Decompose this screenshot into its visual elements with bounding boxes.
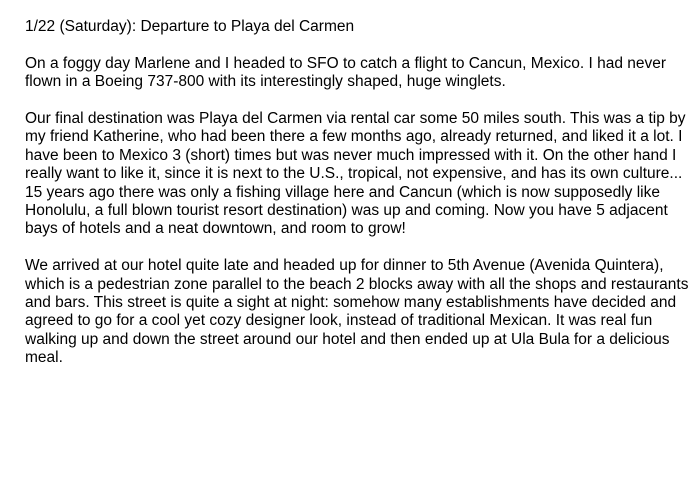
paragraph-arrival: We arrived at our hotel quite late and headed up for dinner to 5th Avenue (Avenida Quintera), which is a pedestrian zone parallel to the beach 2 blocks away with all the shops and restaurants and bars. This street is quite a sight at night: somehow many establishments have decided and agreed to go for a cool yet cozy designer look, instead of traditional Mexican. It was real fun walking up and down the street around our hotel and then ended up at Ula Bula for a delicious meal.: [25, 257, 689, 367]
paragraph-destination: Our final destination was Playa del Carmen via rental car some 50 miles south. This was a tip by my friend Katherine, who had been there a few months ago, already returned, and liked it a lot. I have been to Mexico 3 (short) times but was never much impressed with it. On the other hand I really want to like it, since it is next to the U.S., tropical, not expensive, and has its own culture... 15 years ago there was only a fishing village here and Cancun (which is now supposedly like Honolulu, a full blown tourist resort destination) was up and coming. Now you have 5 adjacent bays of hotels and a neat downtown, and room to grow!: [25, 110, 686, 238]
document-body: [25, 18, 690, 386]
paragraph-flight: On a foggy day Marlene and I headed to SFO to catch a flight to Cancun, Mexico. I had never flown in a Boeing 737-800 with its interestingly shaped, huge winglets.: [25, 54, 667, 91]
entry-heading: 1/22 (Saturday): Departure to Playa del Carmen: [25, 18, 355, 35]
